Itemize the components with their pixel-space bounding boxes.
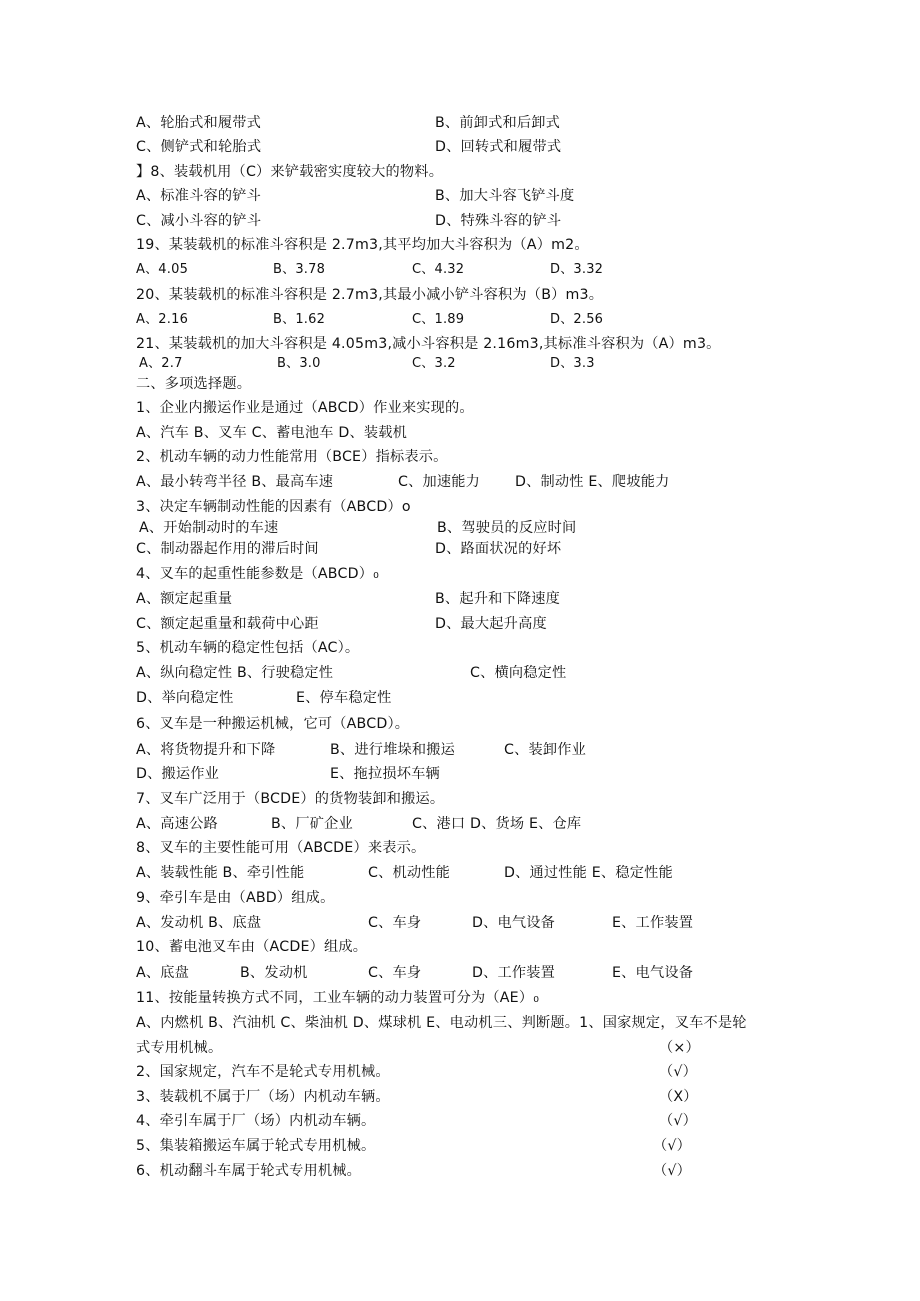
option-d: D、最大起升高度 — [435, 616, 547, 632]
option-c: C、加速能力 — [398, 474, 481, 490]
option-a: A、标准斗容的铲斗 — [136, 188, 262, 204]
section-heading-multiple-choice: 二、多项选择题。 — [136, 376, 252, 392]
option-d: D、工作装置 — [472, 965, 556, 981]
mc-question-1: 1、企业内搬运作业是通过（ABCD）作业来实现的。 — [136, 400, 474, 416]
option-a: A、4.05 — [136, 262, 189, 277]
tf-answer-5: （√） — [653, 1138, 692, 1154]
option-a: A、额定起重量 — [136, 591, 233, 607]
option-a: A、2.7 — [139, 356, 183, 371]
option-c: C、港口 D、货场 E、仓库 — [412, 816, 582, 832]
option-a: A、最小转弯半径 B、最高车速 — [136, 474, 334, 490]
mc-options-11-and-tf-intro: A、内燃机 B、汽油机 C、柴油机 D、煤球机 E、电动机三、判断题。1、国家规定，叉车不是轮 — [136, 1015, 747, 1031]
option-e: E、电气设备 — [612, 965, 694, 981]
mc-question-2: 2、机动车辆的动力性能常用（BCE）指标表示。 — [136, 449, 448, 465]
option-b: B、前卸式和后卸式 — [435, 115, 561, 131]
option-d: D、3.32 — [550, 262, 604, 277]
question-18: 】8、装载机用（C）来铲载密实度较大的物料。 — [136, 164, 444, 180]
mc-question-4: 4、叉车的起重性能参数是（ABCD）₀ — [136, 566, 379, 582]
option-d: D、路面状况的好坏 — [435, 541, 562, 557]
option-c: C、减小斗容的铲斗 — [136, 213, 262, 229]
option-b: B、加大斗容飞铲斗度 — [435, 188, 575, 204]
option-b: B、3.0 — [277, 356, 321, 371]
tf-answer-2: （√） — [659, 1064, 698, 1080]
option-c: C、装卸作业 — [504, 742, 587, 758]
mc-options-1: A、汽车 B、叉车 C、蓄电池车 D、装载机 — [136, 425, 408, 441]
tf-question-6: 6、机动翻斗车属于轮式专用机械。 — [136, 1163, 362, 1179]
option-c: C、制动器起作用的滞后时间 — [136, 541, 319, 557]
option-d: D、制动性 E、爬坡能力 — [515, 474, 670, 490]
option-c: C、机动性能 — [368, 865, 451, 881]
option-c: C、3.2 — [412, 356, 456, 371]
tf-question-4: 4、牵引车属于厂（场）内机动车辆。 — [136, 1113, 376, 1129]
option-c: C、车身 — [368, 915, 422, 931]
option-a: A、轮胎式和履带式 — [136, 115, 262, 131]
tf-question-2: 2、国家规定，汽车不是轮式专用机械。 — [136, 1064, 390, 1080]
option-a: A、装载性能 B、牵引性能 — [136, 865, 305, 881]
mc-question-7: 7、叉车广泛用于（BCDE）的货物装卸和搬运。 — [136, 791, 445, 807]
option-b: B、起升和下降速度 — [435, 591, 561, 607]
tf-question-3: 3、装载机不属于厂（场）内机动车辆。 — [136, 1089, 390, 1105]
option-e: E、停车稳定性 — [296, 690, 392, 706]
option-c: C、4.32 — [412, 262, 465, 277]
mc-question-3: 3、决定车辆制动性能的因素有（ABCD）o — [136, 499, 411, 515]
tf-answer-6: （√） — [653, 1163, 692, 1179]
option-a: A、开始制动时的车速 — [139, 520, 279, 536]
question-19: 19、某装载机的标准斗容积是 2.7m3,其平均加大斗容积为（A）m2。 — [136, 237, 589, 253]
option-b: B、1.62 — [273, 312, 326, 327]
option-b: B、驾驶员的反应时间 — [437, 520, 577, 536]
tf-answer-4: （√） — [659, 1113, 698, 1129]
option-a: A、发动机 B、底盘 — [136, 915, 262, 931]
tf-question-1-cont: 式专用机械。 — [136, 1040, 223, 1056]
tf-question-5: 5、集装箱搬运车属于轮式专用机械。 — [136, 1138, 376, 1154]
tf-answer-3: （X） — [659, 1089, 698, 1105]
option-a: A、2.16 — [136, 312, 189, 327]
option-a: A、底盘 — [136, 965, 190, 981]
option-c: C、侧铲式和轮胎式 — [136, 139, 262, 155]
option-e: E、拖拉损坏车辆 — [330, 766, 440, 782]
question-20: 20、某装载机的标准斗容积是 2.7m3,其最小减小铲斗容积为（B）m3。 — [136, 287, 604, 303]
mc-question-8: 8、叉车的主要性能可用（ABCDE）来表示。 — [136, 840, 426, 856]
option-d: D、2.56 — [550, 312, 604, 327]
option-d: D、电气设备 — [472, 915, 556, 931]
option-d: D、举向稳定性 — [136, 690, 234, 706]
option-a: A、高速公路 — [136, 816, 218, 832]
option-d: D、通过性能 E、稳定性能 — [504, 865, 673, 881]
option-e: E、工作装置 — [612, 915, 694, 931]
option-a: A、将货物提升和下降 — [136, 742, 276, 758]
option-c: C、额定起重量和载荷中心距 — [136, 616, 319, 632]
option-b: B、发动机 — [240, 965, 308, 981]
option-c: C、1.89 — [412, 312, 465, 327]
option-d: D、特殊斗容的铲斗 — [435, 213, 562, 229]
mc-question-6: 6、叉车是一种搬运机械，它可（ABCD）。 — [136, 716, 410, 732]
mc-question-11: 11、按能量转换方式不同，工业车辆的动力装置可分为（AE）₀ — [136, 990, 540, 1006]
option-b: B、厂矿企业 — [271, 816, 353, 832]
question-21: 21、某装载机的加大斗容积是 4.05m3,减小斗容积是 2.16m3,其标准斗容积为（A）m3。 — [136, 336, 721, 352]
option-c: C、车身 — [368, 965, 422, 981]
mc-question-5: 5、机动车辆的稳定性包括（AC）。 — [136, 640, 360, 656]
option-d: D、搬运作业 — [136, 766, 220, 782]
mc-question-9: 9、牵引车是由（ABD）组成。 — [136, 890, 335, 906]
option-d: D、回转式和履带式 — [435, 139, 562, 155]
mc-question-10: 10、蓄电池叉车由（ACDE）组成。 — [136, 939, 368, 955]
option-c: C、横向稳定性 — [470, 665, 567, 681]
option-d: D、3.3 — [550, 356, 595, 371]
option-b: B、3.78 — [273, 262, 326, 277]
tf-answer-1: （×） — [659, 1040, 700, 1056]
option-b: B、进行堆垛和搬运 — [330, 742, 456, 758]
option-a: A、纵向稳定性 B、行驶稳定性 — [136, 665, 334, 681]
